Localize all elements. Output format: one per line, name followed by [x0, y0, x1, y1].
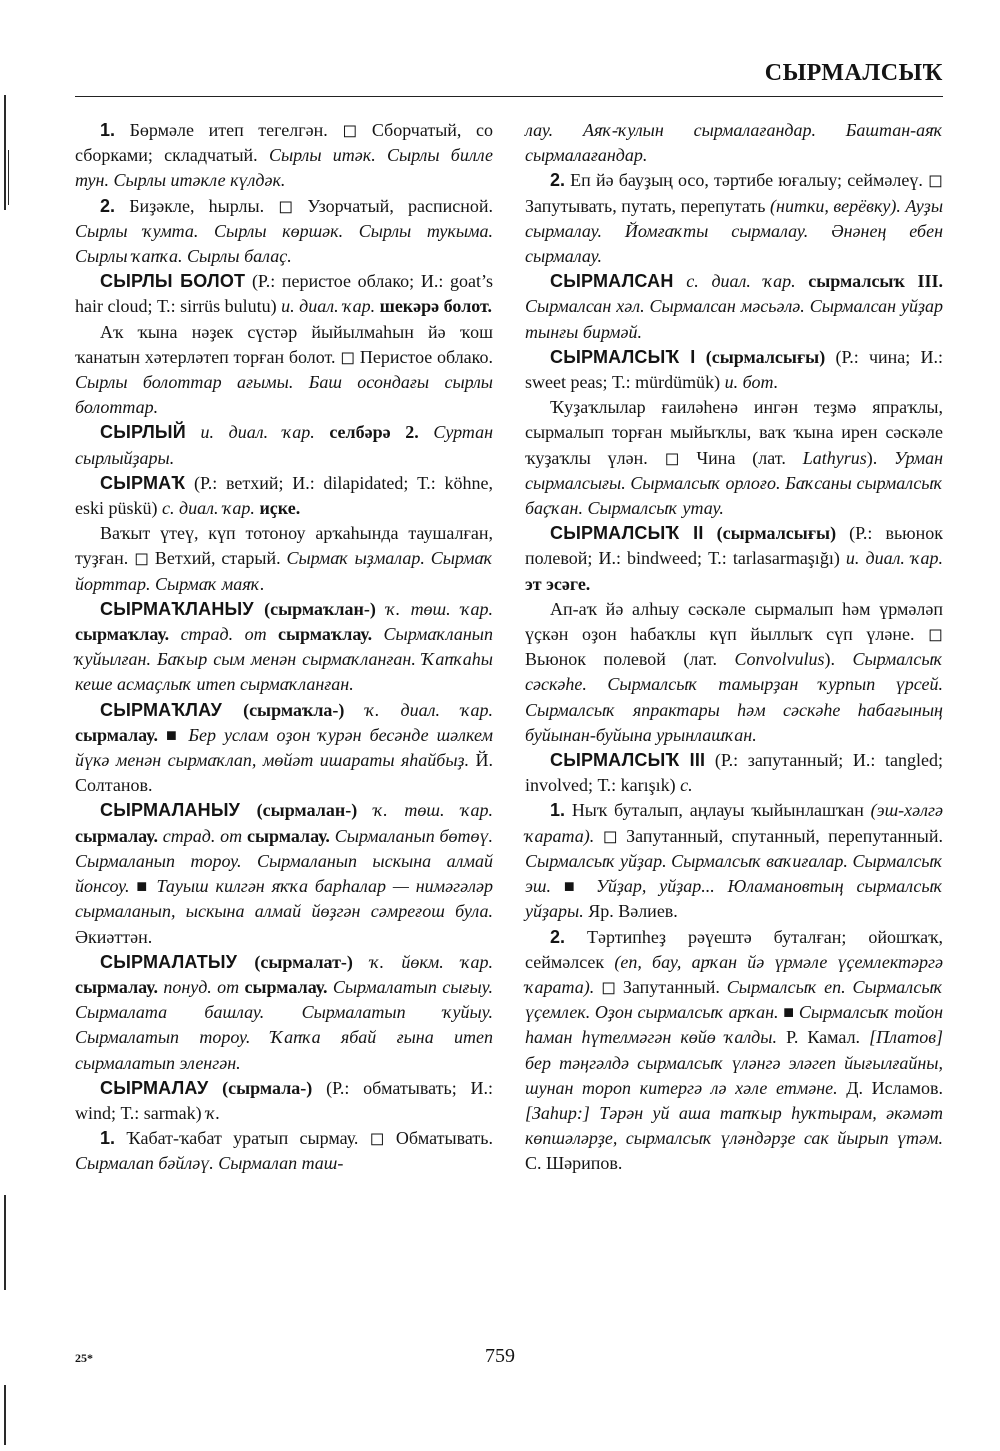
entry-syrmak-definition: Ваҡыт үтеү, күп тотоноу арҡаһында таушалған, туҙған. ◻ Ветхий, старый. Сырмаҡ ыҙмалар. Сырмаҡ йорттар. Сырмаҡ маяҡ. — [75, 523, 493, 594]
headword: СЫРМАҠЛАУ — [100, 699, 223, 720]
headword: СЫРМАЛСЫҠ III — [550, 750, 706, 771]
headword: СЫРЛЫЙ — [100, 422, 186, 443]
page-number: 759 — [485, 1345, 515, 1367]
entry-syrlyy: СЫРЛЫЙ и. диал. ҡар. селбәрә 2. Суртан сырлыйҙары. — [75, 422, 494, 468]
quote-mark: ■ — [165, 724, 181, 745]
entry-syrly-bolot: СЫРЛЫ БОЛОТ (Р.: перистое облако; И.: goat’s hair cloud; Т.: sirrüs bulutu) и. диал. ҡар. шекәрә болот. — [75, 271, 494, 317]
scan-edge-mark — [4, 1385, 6, 1445]
entry-syrmalsyk-2-definition: Ап-аҡ йә алһыу сәскәле сырмалып һәм үрмәләп үҫкән оҙон һабаҡлы күп йыллыҡ сүп үләне. ◻ Вьюнок полевой (лат. Convolvulus). Сырмалсыҡ сәскәһе. Сырмалсыҡ тамырҙан ҡурпып үрсей. Сырмалсыҡ япрактары һәм сәскәһе һабағының буйынан-буйына урынлашҡан. — [525, 598, 944, 745]
entry-syrmalau: СЫРМАЛАУ (сырмала-) (Р.: обматывать; И.: wind; Т.: sarmak) ҡ. — [75, 1077, 493, 1123]
entry-syrmalau-sense-2: 2. Еп йә бауҙың осо, тәртибе юғалыу; сеймәлеү. ◻ Запутывать, путать, перепутать (нитки, верёвку). Ауҙы сырмалау. Йомғаҡты сырмалау. Әнәнең ебен сырмалау. — [525, 170, 944, 267]
entry-syrmalanyu: СЫРМАЛАНЫУ (сырмалан-) ҡ. төш. ҡар. сырмалау. страд. от сырмалау. Сырмаланып бөтөү. Сырмаланып тороу. Сырмаланып ыскына алмай йонсоу. ■ Таyыш килгән яҡҡа барһалар — нимәгәләр сырмаланып, ыскына алмай йөҙгән сәмреғош була. Әкиәттән. — [75, 800, 494, 947]
entry-syrly-bolot-definition: Аҡ ҡына нәҙек сүстәр йыйылмаһын йә ҡош ҡанатын хәтерләтеп торған болот. ◻ Перистое облако. Сырлы болоттар ағымы. Баш осондағы сырлы болоттар. — [75, 321, 493, 418]
entry-syrmalsan: СЫРМАЛСАН с. диал. ҡар. сырмалсыҡ III. Сырмалсан хәл. Сырмалсан мәсьәлә. Сырмалсан уйҙар тынғы бирмәй. — [525, 271, 944, 342]
entry-syrmalsyk-3: СЫРМАЛСЫҠ III (Р.: запутанный; И.: tangled; involved; Т.: karışık) с. — [525, 750, 943, 796]
headword: СЫРМАЛСАН — [550, 271, 674, 292]
headword: СЫРМАҠ — [100, 472, 186, 493]
headword: СЫРМАЛСЫҠ II — [550, 523, 704, 544]
entry-syrmalau-sense-1: 1. Ҡабат-ҡабат уратып сырмау. ◻ Обматывать. Сырмалап бәйләү. Сырмалап таш- — [75, 1128, 494, 1174]
scan-edge-mark — [4, 1195, 6, 1290]
entry-syrly-sense-1: 1. Бөрмәле итеп тегелгән. ◻ Сборчатый, со сборками; складчатый. Сырлы итәк. Сырлы билле тун. Сырлы итәкле күлдәк. — [75, 120, 493, 191]
entry-syrmaklanyu: СЫРМАҠЛАНЫУ (сырмаҡлан-) ҡ. төш. ҡар. сырмаҡлау. страд. от сырмаҡлау. Сырмаҡланып ҡуйылған. Баҡыр сым менән сырмаҡланған. Ҡапҡаһы кеше асмаҫлыҡ итеп сырмаҡланған. — [75, 598, 494, 695]
headword: СЫРЛЫ БОЛОТ — [100, 271, 246, 292]
entry-syrmalsyk-2: СЫРМАЛСЫҠ II (сырмалсығы) (Р.: вьюнок полевой; И.: bindweed; Т.: tarlasarmaşığı) и. диал. ҡар. эт эсәге. — [525, 523, 944, 594]
scan-edge-mark — [4, 95, 6, 210]
headword: СЫРМАҠЛАНЫУ — [100, 598, 254, 619]
quote-mark: ■ — [563, 876, 584, 897]
right-column — [525, 118, 943, 1177]
headword: СЫРМАЛАУ — [100, 1077, 209, 1098]
entry-syrmalsyk-1-definition: Ҡуҙаҡлылар ғаиләһенә ингән теҙмә япраҡлы, сырмалып торған мыйыҡлы, ваҡ ҡына ирен сәскәле ҡуҙаҡлы үлән. ◻ Чина (лат. Lathyrus). Урман сырмалсығы. Сырмалсыҡ орлоғо. Баҡсаны сырмалсыҡ баҫҡан. Сырмалсыҡ утау. — [525, 397, 944, 519]
entry-syrmak: СЫРМАҠ (Р.: ветхий; И.: dilapidated; Т.: köhne, eski püskü) с. диал. ҡар. иҫке. — [75, 472, 493, 519]
signature-mark: 25* — [75, 1351, 93, 1365]
running-head: СЫРМАЛСЫҠ — [764, 60, 943, 86]
quote-mark: ■ — [136, 876, 150, 897]
entry-syrmaklau: СЫРМАҠЛАУ (сырмаҡла-) ҡ. диал. ҡар. сырмалау. ■ Бер услам оҙон ҡурән бесәнде шәлкем йүкә менән сырмаҡлап, мөйәт ишараты яһайбыҙ. Й. Солтанов. — [75, 699, 494, 796]
entry-syrmalau-continued: лау. Аяҡ-ҡулын сырмалағандар. Баштан-аяҡ сырмалағандар. — [525, 120, 943, 166]
quote-mark: ■ — [783, 1002, 795, 1023]
entry-syrmalsyk-3-sense-2: 2. Тәртипһеҙ рәүештә буталған; ойошҡаҡ, сеймәлсек (еп, бау, арҡан йә үрмәле үҫемлектәргә ҡарата). ◻ Запутанный. Сырмалсыҡ еп. Сырмалсыҡ үҫемлек. Оҙон сырмалсыҡ арҡан. ■ Сырмалсыҡ тойон һаман һүтелмәгән көйө ҡалды. Р. Камал. [Платов] бер тәңгәлдә сырмалсыҡ үләнгә эләгеп йығылғайны, шунан тороп китергә лә хәле етмәне. Д. Исламов. [Заһир:] Тәрән уй аша тапҡыр һуҡтырам, әкәмәт көпшәләрҙе, сырмалсыҡ үләндәрҙе сак йырып үтәм. С. Шәрипов. — [525, 926, 944, 1174]
header-rule — [75, 96, 943, 97]
headword: СЫРМАЛАТЫУ — [100, 951, 238, 972]
entry-syrmalsyk-1: СЫРМАЛСЫҠ I (сырмалсығы) (Р.: чина; И.: sweet peas; Т.: mürdümük) и. бот. — [525, 346, 944, 393]
headword: СЫРМАЛСЫҠ I — [550, 346, 696, 367]
scan-edge-mark — [8, 150, 9, 205]
headword: СЫРМАЛАНЫУ — [100, 800, 241, 821]
entry-syrmalsyk-3-sense-1: 1. Ныҡ буталып, аңлауы ҡыйынлашҡан (эш-хәлгә ҡарата). ◻ Запутанный, спутанный, перепутанный. Сырмалсыҡ уйҙар. Сырмалсыҡ ваҡиғалар. Сырмалсыҡ эш. ■ Уйҙар, уйҙар... Юламановтың сырмалсыҡ уйҙары. Яр. Вәлиев. — [525, 800, 944, 922]
entry-syrmalatyu: СЫРМАЛАТЫУ (сырмалат-) ҡ. йөкм. ҡар. сырмалау. понуд. от сырмалау. Сырмалатып сығыу. Сырмалата башлау. Сырмалатып ҡуйыу. Сырмалатып тороу. Ҡапҡа ябай ғына итеп сырмалатып эленгән. — [75, 951, 494, 1073]
entry-syrly-sense-2: 2. Биҙәкле, һырлы. ◻ Узорчатый, расписной. Сырлы ҡумта. Сырлы көршәк. Сырлы тукыма. Сырлы ҡапҡа. Сырлы балаҫ. — [75, 195, 493, 267]
left-column — [75, 118, 493, 1177]
